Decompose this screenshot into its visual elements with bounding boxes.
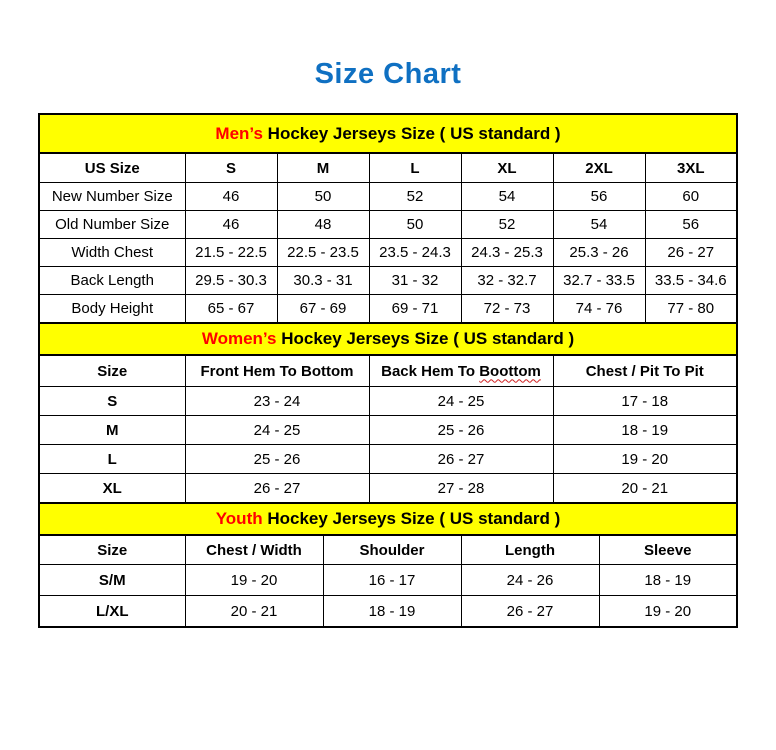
womens-section-rest: Hockey Jerseys Size ( US standard ) [276, 329, 575, 348]
table-cell: 56 [553, 183, 645, 211]
table-cell: 54 [553, 211, 645, 239]
page-title: Size Chart [314, 58, 462, 90]
youth-section-band [39, 503, 737, 535]
table-cell: 23.5 - 24.3 [369, 239, 461, 267]
mens-header-row [39, 153, 737, 183]
size-chart [38, 113, 738, 628]
row-label: Width Chest [39, 239, 185, 267]
table-cell: 24 - 25 [185, 416, 369, 445]
table-row [39, 416, 737, 445]
table-cell: 30.3 - 31 [277, 267, 369, 295]
mens-size-table [38, 113, 738, 324]
column-header: XL [461, 153, 553, 183]
youth-section-highlight: Youth [215, 509, 263, 528]
table-cell: 25.3 - 26 [553, 239, 645, 267]
table-cell: 26 - 27 [645, 239, 737, 267]
column-header: Chest / Width [185, 535, 323, 565]
column-header: 3XL [645, 153, 737, 183]
row-label: M [39, 416, 185, 445]
table-cell: 60 [645, 183, 737, 211]
table-cell: 31 - 32 [369, 267, 461, 295]
table-cell: 29.5 - 30.3 [185, 267, 277, 295]
row-label: Back Length [39, 267, 185, 295]
misspelled-word: Boottom [479, 362, 541, 380]
mens-section-rest: Hockey Jerseys Size ( US standard ) [262, 123, 561, 143]
row-label: S [39, 387, 185, 416]
table-row [39, 295, 737, 324]
table-cell: 25 - 26 [185, 445, 369, 474]
womens-section-highlight: Women’s [201, 329, 277, 348]
table-cell: 50 [277, 183, 369, 211]
table-cell: 48 [277, 211, 369, 239]
column-header: Chest / Pit To Pit [553, 355, 737, 387]
table-cell: 23 - 24 [185, 387, 369, 416]
column-header: M [277, 153, 369, 183]
row-label: L [39, 445, 185, 474]
table-cell: 46 [185, 183, 277, 211]
table-cell: 33.5 - 34.6 [645, 267, 737, 295]
table-cell: 26 - 27 [369, 445, 553, 474]
table-row [39, 596, 737, 628]
table-row [39, 211, 737, 239]
table-cell: 24.3 - 25.3 [461, 239, 553, 267]
column-header: Sleeve [599, 535, 737, 565]
youth-size-table [38, 502, 738, 628]
table-cell: 20 - 21 [185, 596, 323, 628]
table-row [39, 267, 737, 295]
table-row [39, 239, 737, 267]
column-header: S [185, 153, 277, 183]
table-cell: 24 - 25 [369, 387, 553, 416]
table-cell: 72 - 73 [461, 295, 553, 324]
table-cell: 27 - 28 [369, 474, 553, 504]
table-row [39, 387, 737, 416]
column-header: US Size [39, 153, 185, 183]
table-cell: 19 - 20 [599, 596, 737, 628]
row-label: L/XL [39, 596, 185, 628]
womens-section-title [39, 323, 737, 355]
row-label: Body Height [39, 295, 185, 324]
table-cell: 65 - 67 [185, 295, 277, 324]
column-header: 2XL [553, 153, 645, 183]
table-cell: 32 - 32.7 [461, 267, 553, 295]
table-cell: 24 - 26 [461, 565, 599, 596]
table-cell: 25 - 26 [369, 416, 553, 445]
table-cell: 18 - 19 [553, 416, 737, 445]
table-row [39, 183, 737, 211]
table-cell: 18 - 19 [323, 596, 461, 628]
table-row [39, 565, 737, 596]
table-cell: 26 - 27 [461, 596, 599, 628]
column-header-text: Back Hem To [381, 362, 476, 380]
youth-header-row [39, 535, 737, 565]
table-row [39, 474, 737, 504]
table-cell: 52 [369, 183, 461, 211]
table-cell: 32.7 - 33.5 [553, 267, 645, 295]
table-cell: 56 [645, 211, 737, 239]
table-row [39, 445, 737, 474]
row-label: S/M [39, 565, 185, 596]
table-cell: 77 - 80 [645, 295, 737, 324]
table-cell: 17 - 18 [553, 387, 737, 416]
table-cell: 19 - 20 [185, 565, 323, 596]
table-cell: 16 - 17 [323, 565, 461, 596]
table-cell: 18 - 19 [599, 565, 737, 596]
table-cell: 74 - 76 [553, 295, 645, 324]
table-cell: 22.5 - 23.5 [277, 239, 369, 267]
column-header: Size [39, 355, 185, 387]
youth-section-rest: Hockey Jerseys Size ( US standard ) [262, 509, 561, 528]
womens-size-table [38, 322, 738, 504]
womens-section-band [39, 323, 737, 355]
womens-header-row [39, 355, 737, 387]
table-cell: 21.5 - 22.5 [185, 239, 277, 267]
column-header: L [369, 153, 461, 183]
column-header [369, 355, 553, 387]
youth-section-title [39, 503, 737, 535]
row-label: New Number Size [39, 183, 185, 211]
table-cell: 19 - 20 [553, 445, 737, 474]
table-cell: 46 [185, 211, 277, 239]
column-header: Length [461, 535, 599, 565]
row-label: XL [39, 474, 185, 504]
table-cell: 54 [461, 183, 553, 211]
column-header: Shoulder [323, 535, 461, 565]
table-cell: 69 - 71 [369, 295, 461, 324]
mens-section-band [39, 114, 737, 153]
column-header: Size [39, 535, 185, 565]
mens-section-highlight: Men’s [215, 123, 263, 143]
column-header: Front Hem To Bottom [185, 355, 369, 387]
table-cell: 52 [461, 211, 553, 239]
mens-section-title [39, 114, 737, 153]
row-label: Old Number Size [39, 211, 185, 239]
table-cell: 67 - 69 [277, 295, 369, 324]
table-cell: 20 - 21 [553, 474, 737, 504]
table-cell: 50 [369, 211, 461, 239]
table-cell: 26 - 27 [185, 474, 369, 504]
size-chart-page [0, 58, 776, 628]
